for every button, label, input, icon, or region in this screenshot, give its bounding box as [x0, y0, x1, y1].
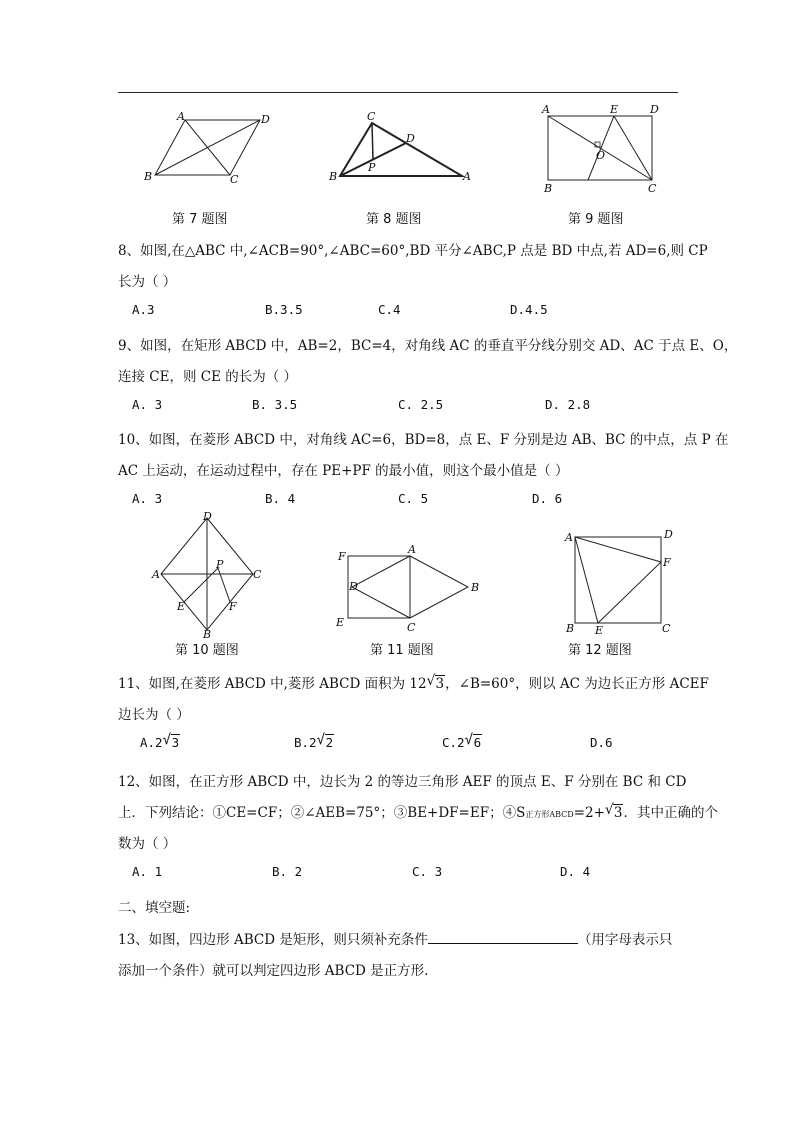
q12-option-a: A. 1 [132, 864, 163, 879]
q10-stem-line2: AC 上运动，在运动过程中，存在 PE+PF 的最小值，则这个最小值是（ ） [118, 463, 569, 479]
q10-option-c: C. 5 [398, 491, 429, 506]
q11-stem-post: ，∠B=60°，则以 AC 为边长正方形 ACEF [445, 676, 709, 692]
fig8-label-d: D [406, 132, 415, 145]
fig8-label-b: B [329, 170, 338, 183]
q11-option-a: A.2 √ 3 [140, 732, 180, 750]
q12-option-b: B. 2 [272, 864, 303, 879]
q13-answer-blank[interactable] [428, 931, 578, 944]
fig8-label-p: P [368, 161, 376, 174]
fig11-label-b: B [471, 581, 480, 594]
q12-stem-line2: 上．下列结论：①CE=CF；②∠AEB=75°；③BE+DF=EF；④S正方形ABCD=2+ √ 3．其中正确的个 [118, 802, 718, 821]
q8-option-a: A.3 [132, 302, 155, 317]
fig11-label-e: E [336, 616, 345, 629]
figure-7 [140, 110, 270, 190]
fig7-label-a: A [177, 110, 185, 123]
fig8-label-c: C [367, 110, 376, 123]
fig10-label-b: B [203, 628, 212, 640]
fig9-caption: 第 9 题图 [568, 212, 624, 227]
section-title: 二、填空题: [118, 900, 191, 916]
figure-10 [150, 510, 270, 640]
fig7-label-b: B [144, 170, 153, 183]
fig12-label-e: E [595, 624, 604, 636]
q12-stem-line1: 12、如图，在正方形 ABCD 中，边长为 2 的等边三角形 AEF 的顶点 E、F 分别在 BC 和 CD [118, 774, 687, 790]
q12-option-d: D. 4 [560, 864, 591, 879]
q8-stem-line2: 长为（ ） [118, 274, 177, 290]
fig11-caption: 第 11 题图 [370, 643, 434, 658]
q12-option-c: C. 3 [412, 864, 443, 879]
fig9-label-o: O [596, 149, 606, 162]
q9-option-a: A. 3 [132, 397, 163, 412]
fig10-label-e: E [177, 600, 186, 613]
fig11-label-d: D [349, 580, 358, 593]
header-rule [118, 92, 678, 93]
fig8-label-a: A [463, 170, 471, 183]
fig7-label-c: C [230, 173, 239, 186]
fig10-label-f: F [229, 600, 237, 613]
fig9-label-e: E [610, 103, 619, 116]
fig12-label-f: F [663, 556, 671, 569]
q11-stem-line1 [118, 672, 709, 692]
q10-option-d: D. 6 [532, 491, 563, 506]
fig12-label-a: A [565, 531, 573, 544]
q10-option-b: B. 4 [265, 491, 296, 506]
fig10-label-a: A [152, 568, 160, 581]
figure-11 [332, 542, 492, 634]
fig12-caption: 第 12 题图 [568, 643, 632, 658]
q8-option-b: B.3.5 [265, 302, 303, 317]
q9-stem-line1: 9、如图，在矩形 ABCD 中，AB=2，BC=4，对角线 AC 的垂直平分线分别交 AD、AC 于点 E、O， [118, 338, 738, 354]
q11-sqrt: √ 3 [426, 673, 445, 692]
q9-option-b: B. 3.5 [252, 397, 298, 412]
figure-12 [558, 526, 683, 636]
q13-stem-line1: 13、如图，四边形 ABCD 是矩形，则只须补充条件 （用字母表示只 [118, 932, 673, 948]
q11-option-c: C.2 √ 6 [442, 732, 482, 750]
q8-option-d: D.4.5 [510, 302, 548, 317]
fig10-label-p: P [216, 558, 224, 571]
fig12-label-b: B [566, 622, 575, 635]
q8-option-c: C.4 [378, 302, 401, 317]
fig10-label-c: C [253, 568, 262, 581]
fig10-label-d: D [203, 510, 212, 523]
q11-option-d: D.6 [590, 735, 613, 750]
fig12-label-d: D [664, 528, 673, 541]
fig12-label-c: C [662, 622, 671, 635]
q8-stem-line1: 8、如图,在△ABC 中,∠ACB=90°,∠ABC=60°,BD 平分∠ABC,P 点是 BD 中点,若 AD=6,则 CP [118, 243, 708, 259]
fig9-label-a: A [542, 103, 550, 116]
q11-stem-pre: 11、如图,在菱形 ABCD 中,菱形 ABCD 面积为 12 [118, 676, 427, 692]
figure-8 [322, 108, 482, 188]
q13-stem-line2: 添加一个条件）就可以判定四边形 ABCD 是正方形. [118, 963, 429, 979]
q9-option-c: C. 2.5 [398, 397, 444, 412]
fig11-label-a: A [408, 543, 416, 556]
fig11-label-f: F [338, 550, 346, 563]
fig9-label-d: D [650, 103, 659, 116]
q11-stem-line2: 边长为（ ） [118, 707, 190, 723]
q9-stem-line2: 连接 CE，则 CE 的长为（ ） [118, 369, 298, 385]
q10-stem-line1: 10、如图，在菱形 ABCD 中，对角线 AC=6，BD=8，点 E、F 分别是边 AB、BC 的中点，点 P 在 [118, 432, 729, 448]
fig9-label-b: B [544, 182, 553, 194]
fig9-label-c: C [648, 182, 657, 194]
figure-9 [540, 102, 670, 194]
fig11-label-c: C [407, 621, 416, 634]
fig7-caption: 第 7 题图 [172, 212, 228, 227]
q11-option-b: B.2 √ 2 [294, 732, 334, 750]
fig8-caption: 第 8 题图 [366, 212, 422, 227]
q9-option-d: D. 2.8 [545, 397, 591, 412]
q12-stem-line3: 数为（ ） [118, 836, 177, 852]
q10-option-a: A. 3 [132, 491, 163, 506]
fig7-label-d: D [261, 113, 270, 126]
fig10-caption: 第 10 题图 [175, 643, 239, 658]
